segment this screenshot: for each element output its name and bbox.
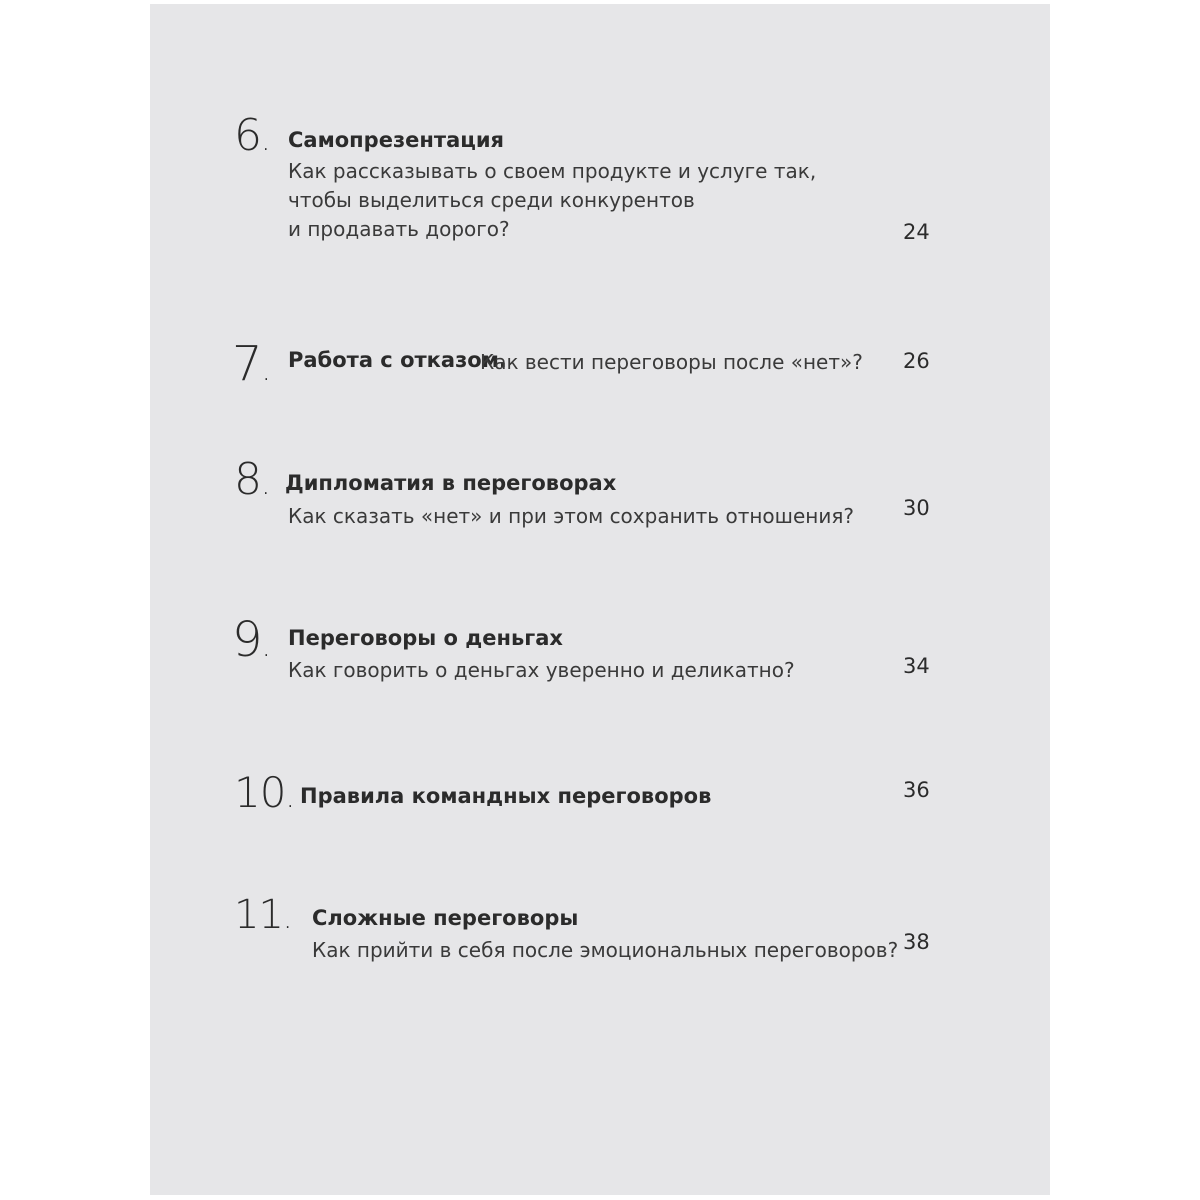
page-number: 36 — [903, 778, 930, 802]
chapter-number-value: 10 — [234, 768, 286, 817]
chapter-title: Работа с отказом. — [288, 348, 507, 372]
chapter-title: Сложные переговоры — [312, 906, 579, 930]
chapter-number-value: 6 — [234, 110, 261, 161]
chapter-title: Дипломатия в переговорах — [285, 471, 617, 495]
chapter-number-value: 9 — [232, 612, 262, 668]
chapter-number: 11. — [234, 892, 292, 938]
chapter-title: Самопрезентация — [288, 128, 505, 152]
chapter-number: 7. — [232, 336, 271, 392]
chapter-title: Переговоры о деньгах — [288, 626, 563, 650]
chapter-number-value: 8 — [234, 454, 261, 505]
page-number: 24 — [903, 220, 930, 244]
chapter-description-line: Как говорить о деньгах уверенно и деликатно? — [288, 658, 795, 682]
chapter-number: 10. — [234, 768, 294, 817]
chapter-description-line: Как вести переговоры после «нет»? — [480, 350, 863, 374]
chapter-number: 6. — [234, 110, 270, 161]
chapter-description-line: чтобы выделиться среди конкурентов — [288, 188, 695, 212]
chapter-description-line: Как сказать «нет» и при этом сохранить отношения? — [288, 504, 854, 528]
page-number: 34 — [903, 654, 930, 678]
book-page — [150, 4, 1050, 1195]
page-number: 30 — [903, 496, 930, 520]
chapter-description-line: Как рассказывать о своем продукте и услуге так, — [288, 159, 817, 183]
chapter-number-value: 7 — [232, 336, 262, 392]
chapter-number: 9. — [232, 612, 271, 668]
page-number: 38 — [903, 930, 930, 954]
chapter-number-value: 11 — [234, 892, 283, 938]
chapter-description-line: и продавать дорого? — [288, 217, 510, 241]
page-number: 26 — [903, 349, 930, 373]
chapter-number: 8. — [234, 454, 270, 505]
chapter-title: Правила командных переговоров — [300, 784, 712, 808]
chapter-description-line: Как прийти в себя после эмоциональных переговоров? — [312, 938, 899, 962]
